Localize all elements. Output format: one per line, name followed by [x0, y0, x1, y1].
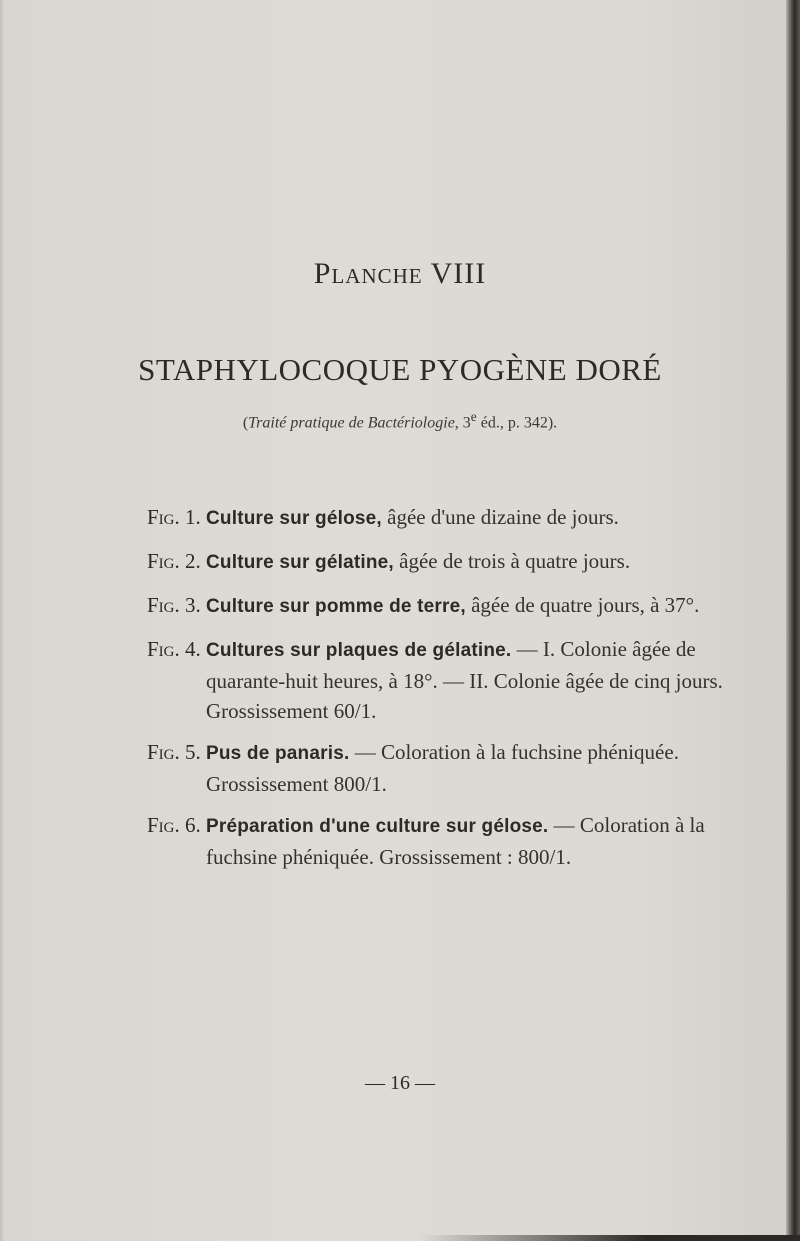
figure-heading: Culture sur pomme de terre, [206, 596, 466, 617]
figure-label: Fig. 1. [147, 505, 201, 529]
figure-label: Fig. 5. [147, 740, 201, 764]
page-right-edge-shadow [786, 0, 800, 1241]
figure-label: Fig. 6. [147, 813, 201, 837]
plate-title: Planche VIII [313, 257, 487, 290]
figure-heading: Culture sur gélose, [206, 508, 382, 529]
figure-caption-6 [147, 810, 747, 872]
figure-text: âgée d'une dizaine de jours. [381, 505, 619, 529]
figure-text: — Coloration à la fuchsine phéniquée. Grossissement 800/1. [206, 740, 679, 796]
figure-heading: Culture sur gélatine, [206, 552, 394, 573]
figure-text: — I. Colonie âgée de quarante-huit heures, à 18°. — II. Colonie âgée de cinq jours. Grossissement 60/1. [206, 637, 723, 723]
figure-caption-3 [147, 590, 747, 622]
figure-heading: Préparation d'une culture sur gélose. [206, 816, 549, 837]
figure-caption-2 [147, 546, 747, 578]
figure-label: Fig. 2. [147, 549, 201, 573]
figure-text: — Coloration à la fuchsine phéniquée. Grossissement : 800/1. [206, 813, 705, 869]
reference-work: Traité pratique de Bactériologie [248, 414, 455, 432]
reference-line: (Traité pratique de Bactériologie, 3e éd., p. 342). [242, 409, 558, 432]
page-left-edge [0, 0, 4, 1241]
figure-caption-5 [147, 737, 747, 799]
page-number: — 16 — [365, 1072, 435, 1094]
figure-caption-4 [147, 634, 747, 726]
figure-heading: Pus de panaris. [206, 743, 350, 764]
figure-heading: Cultures sur plaques de gélatine. [206, 640, 512, 661]
figure-label: Fig. 3. [147, 593, 201, 617]
main-title: STAPHYLOCOQUE PYOGÈNE DORÉ [138, 352, 662, 387]
page-bottom-edge-shadow [420, 1235, 800, 1241]
figure-caption-1 [147, 502, 747, 534]
figure-label: Fig. 4. [147, 637, 201, 661]
figure-text: âgée de trois à quatre jours. [393, 549, 631, 573]
figure-text: âgée de quatre jours, à 37°. [465, 593, 700, 617]
